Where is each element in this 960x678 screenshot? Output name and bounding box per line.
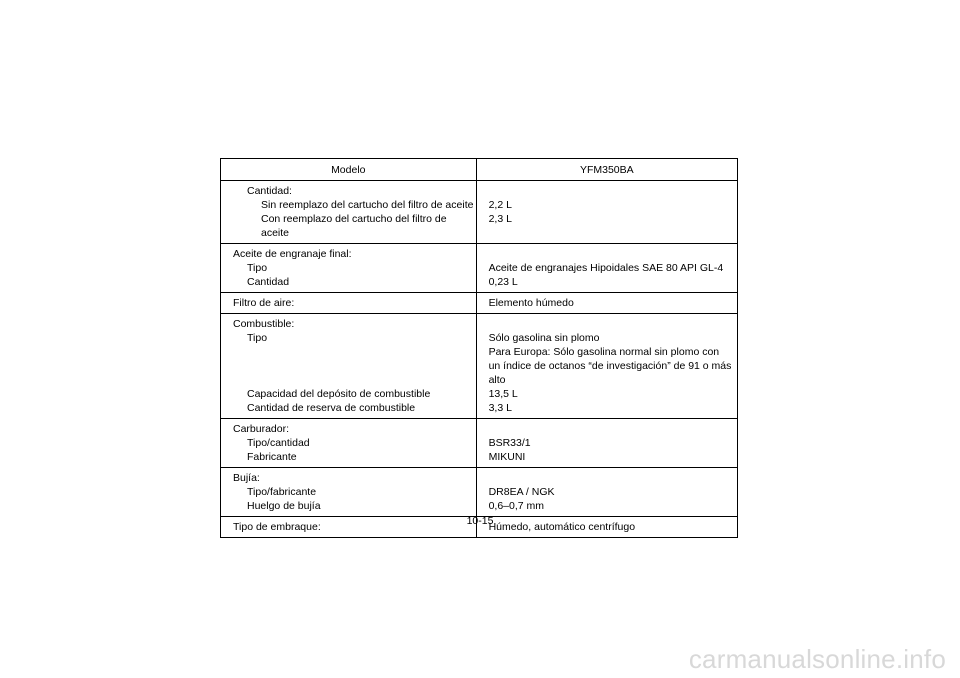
table-row <box>221 401 738 419</box>
table-row <box>221 293 738 314</box>
row-value <box>476 314 737 332</box>
row-label: Bujía: <box>221 468 477 486</box>
row-value: 2,2 L <box>488 199 512 211</box>
row-label: Cantidad: <box>221 181 477 199</box>
table-row <box>221 198 738 212</box>
table-row <box>221 436 738 450</box>
row-value: Elemento húmedo <box>488 297 574 309</box>
table-row <box>221 499 738 517</box>
group-carburetor <box>221 419 738 468</box>
group-air-filter <box>221 293 738 314</box>
table-row <box>221 485 738 499</box>
row-value <box>476 244 737 262</box>
row-label: Carburador: <box>221 419 477 437</box>
group-oil-quantity <box>221 181 738 244</box>
row-value: 3,3 L <box>488 402 512 414</box>
group-final-gear-oil <box>221 244 738 293</box>
row-label: Tipo/fabricante <box>221 485 477 499</box>
page-number: 10-15 <box>466 515 494 527</box>
row-value: Aceite de engranajes Hipoidales SAE 80 API GL-4 <box>488 262 724 274</box>
row-value: Sólo gasolina sin plomo <box>488 332 600 344</box>
spec-table <box>220 158 738 538</box>
table-row <box>221 345 738 387</box>
watermark-text: carmanualsonline.info <box>688 644 946 674</box>
row-value <box>476 468 737 486</box>
table-row <box>221 261 738 275</box>
row-value-europe-note: Para Europa: Sólo gasolina normal sin plomo con un índice de octanos “de investigación” de 91 o más alto <box>488 346 732 386</box>
group-fuel <box>221 314 738 419</box>
table-row <box>221 450 738 468</box>
row-value <box>476 181 737 199</box>
row-label: Aceite de engranaje final: <box>221 244 477 262</box>
row-value: 2,3 L <box>488 213 512 225</box>
row-label: Cantidad <box>221 275 477 293</box>
row-label: Tipo de embraque: <box>221 517 477 538</box>
table-row <box>221 331 738 345</box>
row-label: Tipo/cantidad <box>221 436 477 450</box>
row-label: Tipo <box>221 261 477 275</box>
row-label: Fabricante <box>221 450 477 468</box>
table-row <box>221 468 738 486</box>
table-row <box>221 275 738 293</box>
row-value: BSR33/1 <box>488 437 531 449</box>
row-label: Sin reemplazo del cartucho del filtro de aceite <box>221 198 477 212</box>
table-row <box>221 181 738 199</box>
table-row <box>221 387 738 401</box>
row-label: Capacidad del depósito de combustible <box>221 387 477 401</box>
row-value: DR8EA / NGK <box>488 486 555 498</box>
row-value: MIKUNI <box>488 451 526 463</box>
table-header-row <box>221 159 738 181</box>
row-label: Tipo <box>221 331 477 345</box>
row-value: 13,5 L <box>488 388 518 400</box>
group-spark-plug <box>221 468 738 517</box>
row-label: Huelgo de bujía <box>221 499 477 517</box>
header-model-value: YFM350BA <box>476 159 737 181</box>
row-value: Húmedo, automático centrífugo <box>488 521 636 533</box>
header-model-label: Modelo <box>221 159 477 181</box>
row-value <box>476 419 737 437</box>
row-label: Filtro de aire: <box>221 293 477 314</box>
row-value: 0,23 L <box>488 276 518 288</box>
row-value: 0,6–0,7 mm <box>488 500 545 512</box>
row-label: Con reemplazo del cartucho del filtro de aceite <box>221 212 477 244</box>
row-label: Combustible: <box>221 314 477 332</box>
row-label <box>221 345 477 387</box>
table-row <box>221 314 738 332</box>
table-row <box>221 419 738 437</box>
row-label: Cantidad de reserva de combustible <box>221 401 477 419</box>
table-row <box>221 212 738 244</box>
table-row <box>221 244 738 262</box>
